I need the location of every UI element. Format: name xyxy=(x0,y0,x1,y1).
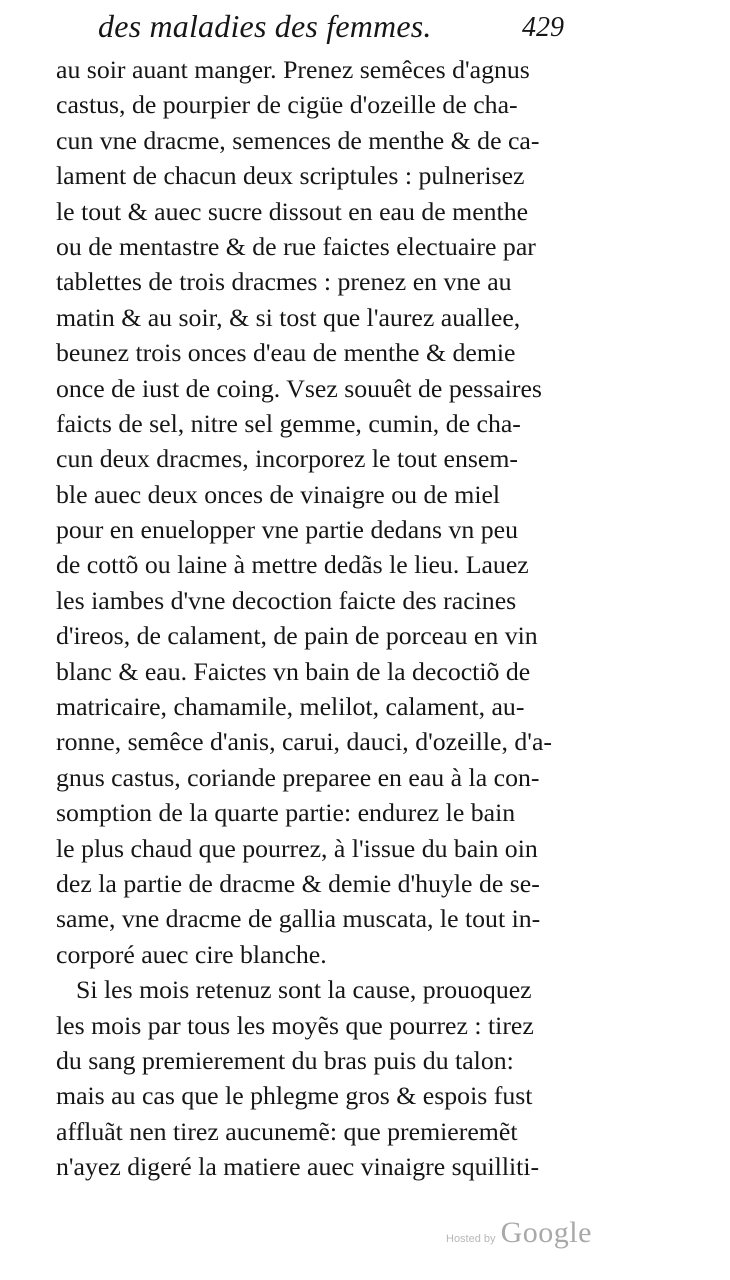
text-line: blanc & eau. Faictes vn bain de la decoctiõ de xyxy=(56,656,531,686)
text-line: dez la partie de dracme & demie d'huyle de se- xyxy=(56,868,540,898)
text-line: tablettes de trois dracmes : prenez en vne au xyxy=(56,267,512,297)
text-line: castus, de pourpier de cigüe d'ozeille de cha- xyxy=(56,90,518,120)
text-line: au soir auant manger. Prenez semêces d'agnus xyxy=(56,55,530,84)
text-line: corporé auec cire blanche. xyxy=(56,939,327,969)
text-line: lament de chacun deux scriptules : pulnerisez xyxy=(56,161,525,191)
text-line: gnus castus, coriande preparee en eau à la con- xyxy=(56,762,540,792)
text-line: ronne, semêce d'anis, carui, dauci, d'ozeille, d'a- xyxy=(56,727,552,757)
text-line: n'ayez digeré la matiere auec vinaigre squilliti- xyxy=(56,1152,540,1182)
text-line: pour en enuelopper vne partie dedans vn peu xyxy=(56,515,519,545)
page-header xyxy=(98,6,578,46)
text-line: somption de la quarte partie: endurez le bain xyxy=(56,798,516,828)
text-line: le plus chaud que pourrez, à l'issue du bain oin xyxy=(56,833,538,863)
text-line: les iambes d'vne decoction faicte des racines xyxy=(56,585,517,615)
text-line: les mois par tous les moyẽs que pourrez : tirez xyxy=(56,1010,534,1040)
hosted-by-label: Hosted by xyxy=(446,1233,496,1245)
text-line: de cottõ ou laine à mettre dedãs le lieu. Lauez xyxy=(56,550,529,580)
text-line: faicts de sel, nitre sel gemme, cumin, de cha- xyxy=(56,408,521,438)
text-line: le tout & auec sucre dissout en eau de menthe xyxy=(56,196,529,226)
paragraph-first-line: Si les mois retenuz sont la cause, prouoquez xyxy=(76,975,532,1005)
text-line: affluãt nen tirez aucunemẽ: que premieremẽt xyxy=(56,1116,518,1146)
text-line: ble auec deux onces de vinaigre ou de miel xyxy=(56,479,501,509)
page-number: 429 xyxy=(522,12,564,43)
text-line: du sang premierement du bras puis du talon: xyxy=(56,1045,514,1075)
text-line: same, vne dracme de gallia muscata, le tout in- xyxy=(56,904,541,934)
text-line: cun deux dracmes, incorporez le tout ensem- xyxy=(56,444,519,474)
text-line: matricaire, chamamile, melilot, calament, au- xyxy=(56,692,525,722)
text-line: beunez trois onces d'eau de menthe & demie xyxy=(56,338,516,368)
text-line: ou de mentastre & de rue faictes electuaire par xyxy=(56,231,536,261)
text-line: cun vne dracme, semences de menthe & de ca- xyxy=(56,125,540,155)
google-watermark xyxy=(446,1216,592,1256)
text-line: matin & au soir, & si tost que l'aurez auallee, xyxy=(56,302,521,332)
text-line: d'ireos, de calament, de pain de porceau en vin xyxy=(56,621,538,651)
body-text xyxy=(56,52,604,1185)
text-line: once de iust de coing. Vsez souuêt de pessaires xyxy=(56,373,542,403)
google-logo: Google xyxy=(500,1216,592,1249)
running-title: des maladies des femmes. xyxy=(98,8,432,44)
text-line: mais au cas que le phlegme gros & espois fust xyxy=(56,1081,533,1111)
